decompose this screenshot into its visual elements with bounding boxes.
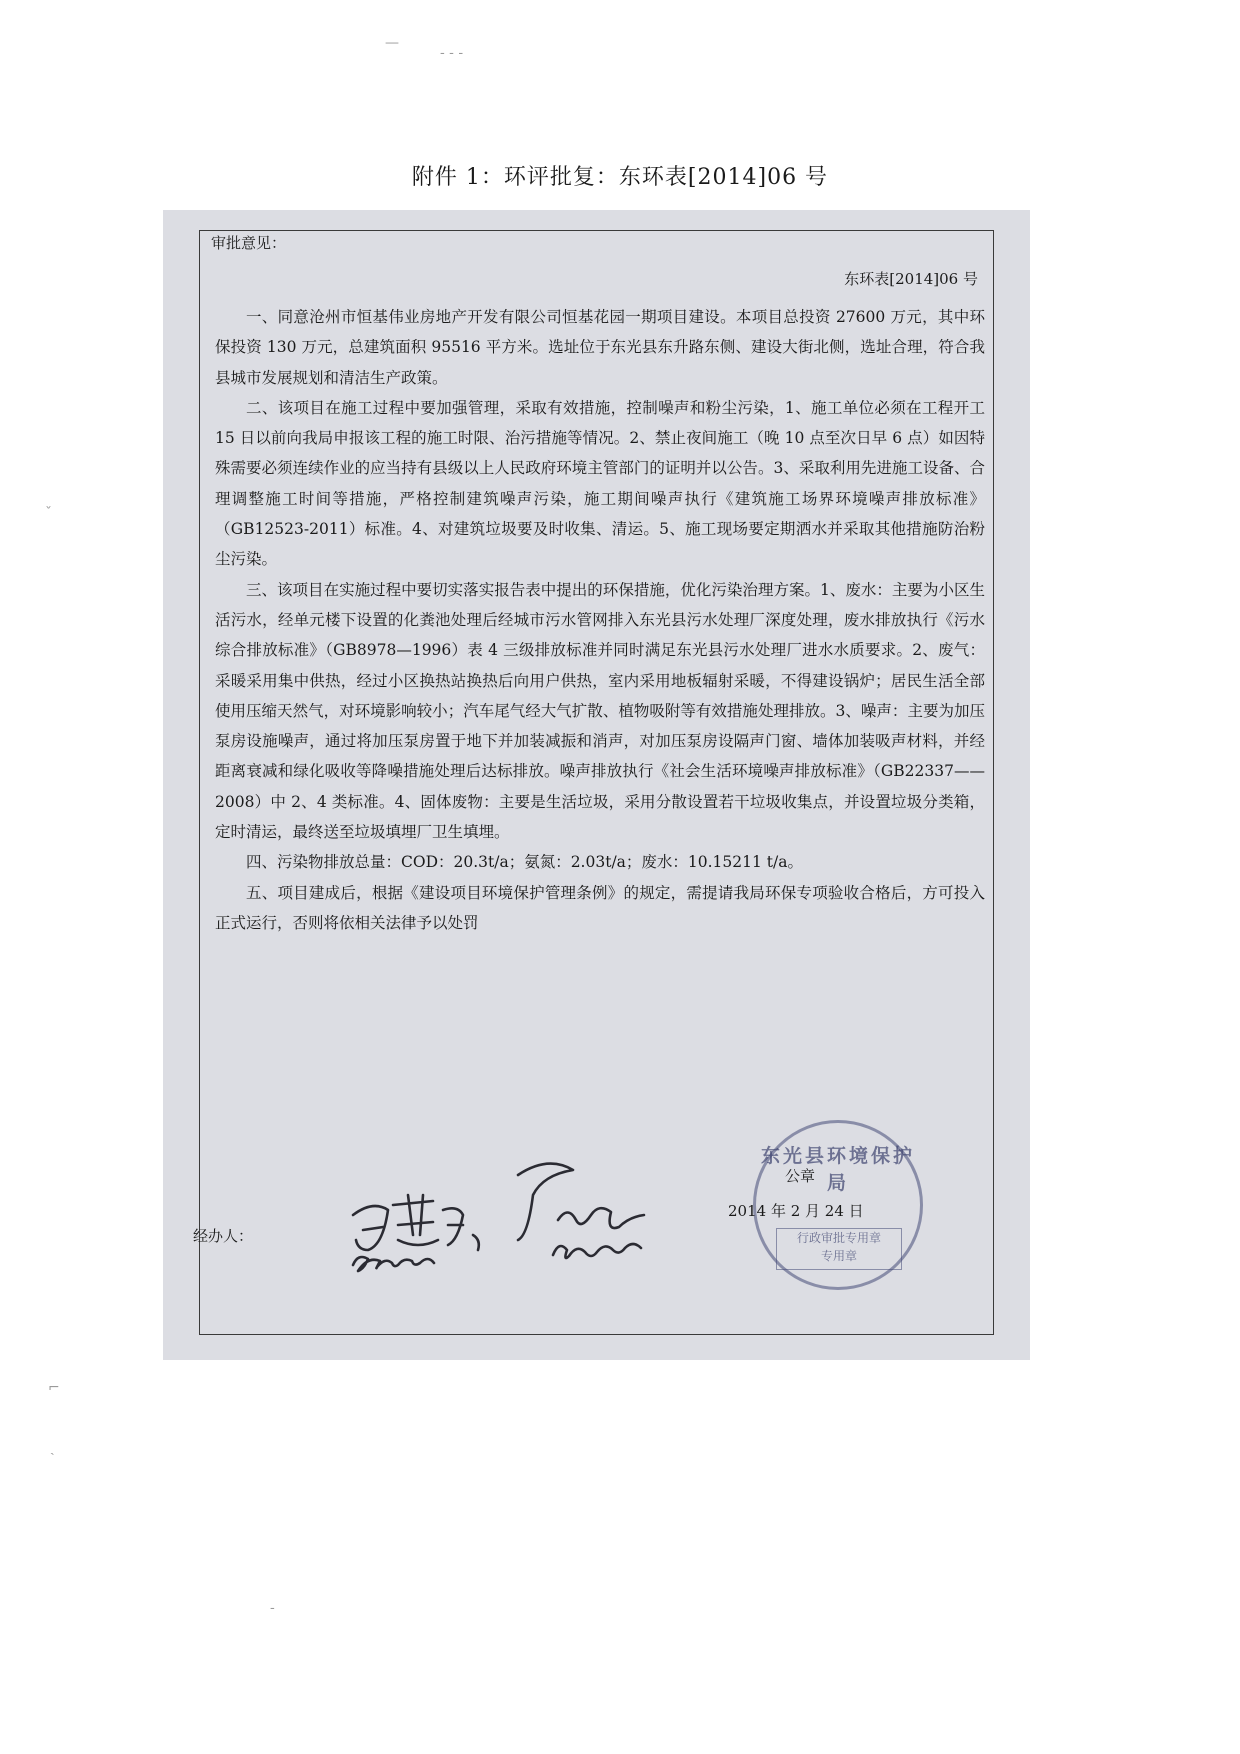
paragraph-4: 四、污染物排放总量：COD：20.3t/a；氨氮：2.03t/a；废水：10.15211 t/a。 xyxy=(246,853,803,872)
handwritten-signature xyxy=(258,1125,678,1275)
paragraph-2: 二、该项目在施工过程中要加强管理，采取有效措施，控制噪声和粉尘污染，1、施工单位必须在工程开工 15 日以前向我局申报该工程的施工时限、治污措施等情况。2、禁止夜间施工（晚 10 点至次日早 6 点）如因特殊需要必须连续作业的应当持有县级以上人民政府环境主管部门的证明并以公告。3、采取利用先进施工设备、合理调整施工时间等措施，严格控制建筑噪声污染，施工期间噪声执行《建筑施工场界环境噪声排放标准》（GB12523-2011）标准。4、对建筑垃圾要及时收集、清运。5、施工现场要定期洒水并采取其他措施防治粉尘污染。 xyxy=(215,398,985,569)
approval-body xyxy=(215,302,985,938)
paragraph-1: 一、同意沧州市恒基伟业房地产开发有限公司恒基花园一期项目建设。本项目总投资 27600 万元，其中环保投资 130 万元，总建筑面积 95516 平方米。选址位于东光县东升路东侧、建设大街北侧，选址合理，符合我县城市发展规划和清洁生产政策。 xyxy=(215,308,985,387)
stamp-ring-text: 东光县环境保护局 xyxy=(760,1145,915,1194)
stamp-inner-line: 行政审批专用章 xyxy=(796,1231,881,1245)
scan-artifact: - xyxy=(270,1600,275,1616)
seal-label: 公章 xyxy=(785,1167,816,1185)
stamp-inner-box xyxy=(776,1228,902,1270)
handler-label: 经办人： xyxy=(193,1227,254,1245)
scan-artifact: - - - xyxy=(440,45,464,61)
scan-artifact: ˇ xyxy=(45,505,52,521)
review-opinion-label: 审批意见： xyxy=(211,234,287,252)
paragraph-3: 三、该项目在实施过程中要切实落实报告表中提出的环保措施，优化污染治理方案。1、废水：主要为小区生活污水，经单元楼下设置的化粪池处理后经城市污水管网排入东光县污水处理厂深度处理，废水排放执行《污水综合排放标准》（GB8978—1996）表 4 三级排放标准并同时满足东光县污水处理厂进水水质要求。2、废气：采暖采用集中供热，经过小区换热站换热后向用户供热，室内采用地板辐射采暖，不得建设锅炉；居民生活全部使用压缩天然气，对环境影响较小；汽车尾气经大气扩散、植物吸附等有效措施处理排放。3、噪声：主要为加压泵房设施噪声，通过将加压泵房置于地下并加装减振和消声，对加压泵房设隔声门窗、墙体加装吸声材料，并经距离衰减和绿化吸收等降噪措施处理后达标排放。噪声排放执行《社会生活环境噪声排放标准》（GB22337——2008）中 2、4 类标准。4、固体废物：主要是生活垃圾，采用分散设置若干垃圾收集点，并设置垃圾分类箱，定时清运，最终送至垃圾填埋厂卫生填埋。 xyxy=(215,580,985,842)
paragraph-5: 五、项目建成后，根据《建设项目环境保护管理条例》的规定，需提请我局环保专项验收合格后，方可投入正式运行，否则将依相关法律予以处罚 xyxy=(215,883,985,932)
scanned-approval-sheet xyxy=(163,210,1030,1360)
scan-artifact: — xyxy=(385,35,399,51)
stamp-inner-line: 专用章 xyxy=(820,1249,857,1263)
scan-artifact: ˎ xyxy=(50,1440,55,1456)
scan-artifact: ⌐ xyxy=(48,1380,60,1396)
document-number: 东环表[2014]06 号 xyxy=(844,270,978,288)
sign-date: 2014 年 2 月 24 日 xyxy=(728,1202,864,1220)
page-title: 附件 1：环评批复：东环表[2014]06 号 xyxy=(411,165,829,190)
